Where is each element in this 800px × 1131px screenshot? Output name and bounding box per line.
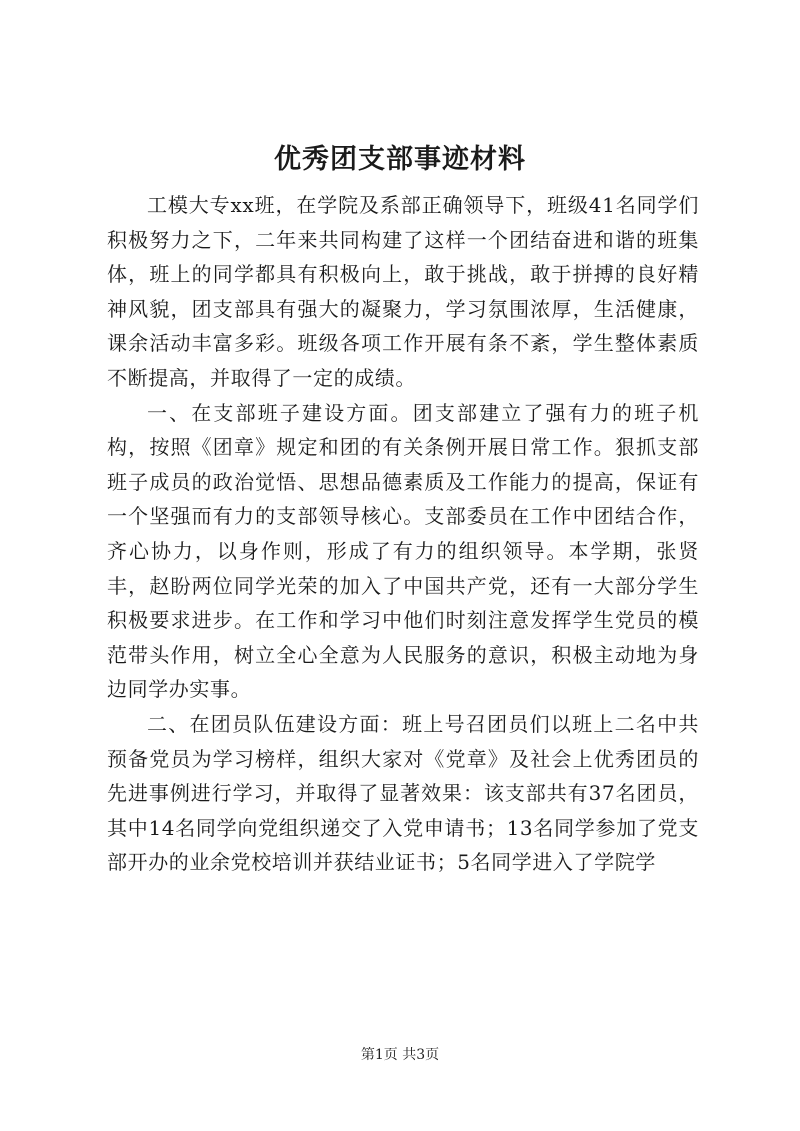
paragraph-member-team: 二、在团员队伍建设方面：班上号召团员们以班上二名中共预备党员为学习榜样，组织大家对《党章》及社会上优秀团员的先进事例进行学习，并取得了显著效果：该支部共有37名团员，其中14名同学向党组织递交了入党申请书；13名同学参加了党支部开办的业余党校培训并获结业证书；5名同学进入了学院学: [107, 711, 699, 875]
paragraph-intro: 工模大专xx班，在学院及系部正确领导下，班级41名同学们积极努力之下，二年来共同构建了这样一个团结奋进和谐的班集体，班上的同学都具有积极向上，敢于挑战，敢于拼搏的良好精神风貌，团支部具有强大的凝聚力，学习氛围浓厚，生活健康，课余活动丰富多彩。班级各项工作开展有条不紊，学生整体素质不断提高，并取得了一定的成绩。: [107, 193, 699, 390]
page-footer: 第1页 共3页: [360, 1047, 440, 1063]
paragraph-branch-leadership: 一、在支部班子建设方面。团支部建立了强有力的班子机构，按照《团章》规定和团的有关条例开展日常工作。狠抓支部班子成员的政治觉悟、思想品德素质及工作能力的提高，保证有一个坚强而有力的支部领导核心。支部委员在工作中团结合作，齐心协力，以身作则，形成了有力的组织领导。本学期，张贤丰，赵盼两位同学光荣的加入了中国共产党，还有一大部分学生积极要求进步。在工作和学习中他们时刻注意发挥学生党员的模范带头作用，树立全心全意为人民服务的意识，积极主动地为身边同学办实事。: [107, 400, 699, 702]
document-body: [107, 188, 699, 880]
document-title: 优秀团支部事迹材料: [274, 144, 526, 175]
